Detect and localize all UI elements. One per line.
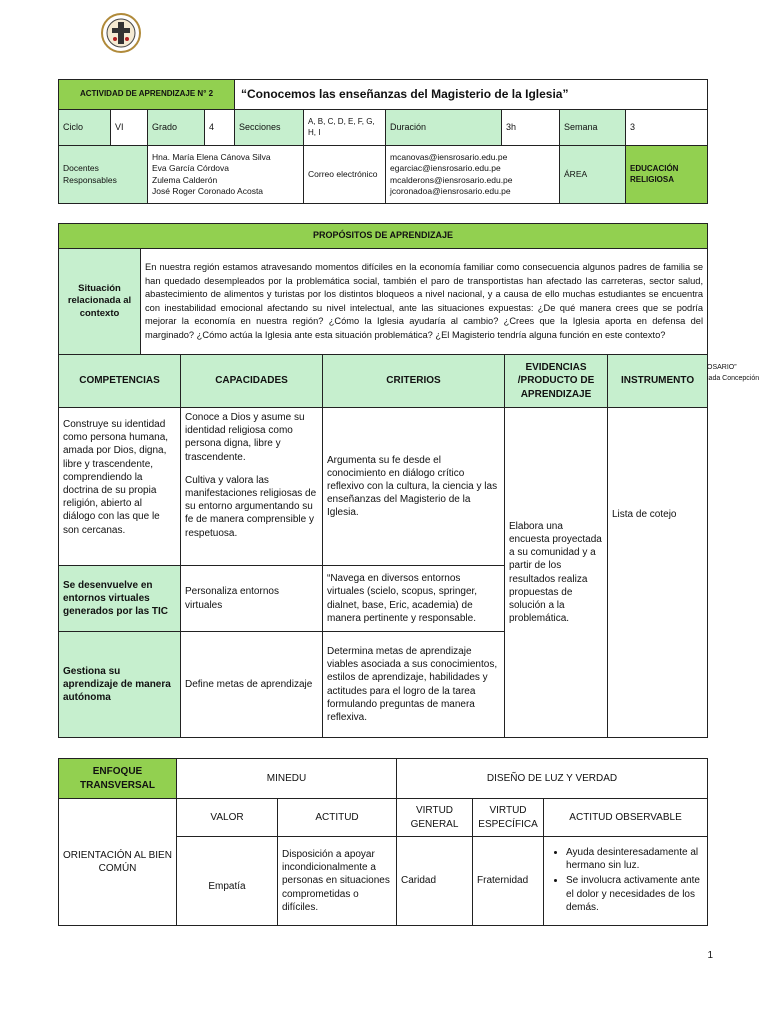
activity-title: “Conocemos las enseñanzas del Magisterio de la Iglesia” — [235, 80, 708, 110]
secciones-value: A, B, C, D, E, F, G, H, I — [304, 110, 386, 146]
capacidad-1b: Cultiva y valora las manifestaciones religiosas de su entorno argumentando su fe de manera comprensible y respetuosa. — [185, 474, 317, 539]
duracion-value: 3h — [502, 110, 560, 146]
email-link[interactable]: egarciac@iensrosario.edu.pe — [390, 163, 501, 174]
observable-item: • Ayuda desinteresadamente al hermano sin luz. — [566, 846, 703, 872]
virtud-general: Caridad — [397, 837, 473, 926]
actitud: Disposición a apoyar incondicionalmente a personas en situaciones comprometidas o difíciles. — [278, 837, 397, 926]
criterio-3: Determina metas de aprendizaje viables asociada a sus conocimientos, estilos de aprendizaje, habilidades y actitudes para el logro de la tarea formulando preguntas de manera reflexiva. — [323, 632, 505, 738]
docentes-label: Docentes Responsables — [59, 146, 148, 204]
duracion-label: Duración — [386, 110, 502, 146]
competencia-1: Construye su identidad como persona humana, amada por Dios, digna, libre y trascendente, comprendiendo la doctrina de su propia religión, abierto al diálogo con las que le son cercanas. — [59, 408, 181, 566]
col-actitud-observable: ACTITUD OBSERVABLE — [544, 799, 708, 837]
col-virtud-especifica: VIRTUD ESPECÍFICA — [473, 799, 544, 837]
semana-label: Semana — [560, 110, 626, 146]
email-link[interactable]: mcanovas@iensrosario.edu.pe — [390, 152, 508, 163]
situacion-text: En nuestra región estamos atravesando momentos difíciles en la economía familiar como consecuencia algunos padres de familia se han quedado desempleados por la problemática social, también el paro de transportistas han afectado las carreteras, sector salud, abastecimiento de alimentos y turistas por los distintos bloqueos a nivel nacional, y a causa de ello muchas estudiantes se encuentra con inestabilidad emocional afectando su nivel intelectual, ante las situaciones expuestas: ¿De qué manera crees que se podría mejorar la economía en nuestra región? ¿Cómo la Iglesia ayudaría al cambio? ¿Crees que la Iglesia aporta en defensa del marginado? ¿Cómo actúa la Iglesia ante esta situación problemática? ¿El Magisterio tendría alguna función en este contexto? — [141, 249, 708, 355]
area-value: EDUCACIÓN RELIGIOSA — [626, 146, 708, 204]
propositos-title: PROPÓSITOS DE APRENDIZAJE — [59, 224, 708, 249]
side-text-line: OSARIO” — [707, 364, 737, 371]
ciclo-value: VI — [111, 110, 148, 146]
docentes-list — [148, 146, 304, 204]
area-label: ÁREA — [560, 146, 626, 204]
col-competencias: COMPETENCIAS — [59, 355, 181, 408]
side-text-line: iada Concepción — [707, 375, 760, 382]
correo-label: Correo electrónico — [304, 146, 386, 204]
enfoque-label: ENFOQUE TRANSVERSAL — [59, 759, 177, 799]
criterio-1: Argumenta su fe desde el conocimiento en diálogo crítico reflexivo con la cultura, la ciencia y las enseñanzas del Magisterio de la Iglesia. — [323, 408, 505, 566]
secciones-label: Secciones — [235, 110, 304, 146]
diseno-header: DISEÑO DE LUZ Y VERDAD — [397, 759, 708, 799]
valor: Empatía — [177, 837, 278, 926]
col-criterios: CRITERIOS — [323, 355, 505, 408]
col-evidencias: EVIDENCIAS /PRODUCTO DE APRENDIZAJE — [505, 355, 608, 408]
docente-name: Eva García Córdova — [152, 163, 230, 174]
minedu-header: MINEDU — [177, 759, 397, 799]
capacidad-3: Define metas de aprendizaje — [181, 632, 323, 738]
capacidades-1 — [181, 408, 323, 566]
criterio-2: “Navega en diversos entornos virtuales (scielo, scopus, springer, dialnet, base, Eric, academia) de manera pertinente y responsable. — [323, 566, 505, 632]
side-text — [707, 362, 759, 384]
docente-name: Zulema Calderón — [152, 174, 218, 185]
activity-label: ACTIVIDAD DE APRENDIZAJE N° 2 — [59, 80, 235, 110]
enfoque-table — [58, 758, 708, 926]
email-link[interactable]: jcoronadoa@iensrosario.edu.pe — [390, 185, 511, 196]
col-capacidades: CAPACIDADES — [181, 355, 323, 408]
col-instrumento: INSTRUMENTO — [608, 355, 708, 408]
competencia-3: Gestiona su aprendizaje de manera autónoma — [59, 632, 181, 738]
ciclo-label: Ciclo — [59, 110, 111, 146]
docente-name: Hna. María Elena Cánova Silva — [152, 152, 271, 163]
competencia-2: Se desenvuelve en entornos virtuales generados por las TIC — [59, 566, 181, 632]
grado-value: 4 — [205, 110, 235, 146]
capacidad-2: Personaliza entornos virtuales — [181, 566, 323, 632]
observable-item: • Se involucra activamente ante el dolor y necesidades de los demás. — [566, 874, 703, 914]
virtud-especifica: Fraternidad — [473, 837, 544, 926]
situacion-label: Situación relacionada al contexto — [59, 249, 141, 355]
orientacion: ORIENTACIÓN AL BIEN COMÚN — [59, 799, 177, 926]
col-actitud: ACTITUD — [278, 799, 397, 837]
grado-label: Grado — [148, 110, 205, 146]
instrumento: Lista de cotejo — [608, 408, 708, 738]
evidencia: Elabora una encuesta proyectada a su comunidad y a partir de los resultados realiza propuestas de solución a la problemática. — [505, 408, 608, 738]
school-logo — [98, 12, 144, 54]
correo-list — [386, 146, 560, 204]
col-valor: VALOR — [177, 799, 278, 837]
semana-value: 3 — [626, 110, 708, 146]
header-table — [58, 79, 708, 204]
actitud-observable — [544, 837, 708, 926]
docente-name: José Roger Coronado Acosta — [152, 185, 264, 196]
email-link[interactable]: mcalderons@iensrosario.edu.pe — [390, 174, 513, 185]
page-number: 1 — [707, 950, 713, 961]
propositos-table — [58, 223, 708, 738]
capacidad-1a: Conoce a Dios y asume su identidad religiosa como persona digna, libre y trascendente. — [185, 412, 305, 463]
col-virtud-general: VIRTUD GENERAL — [397, 799, 473, 837]
